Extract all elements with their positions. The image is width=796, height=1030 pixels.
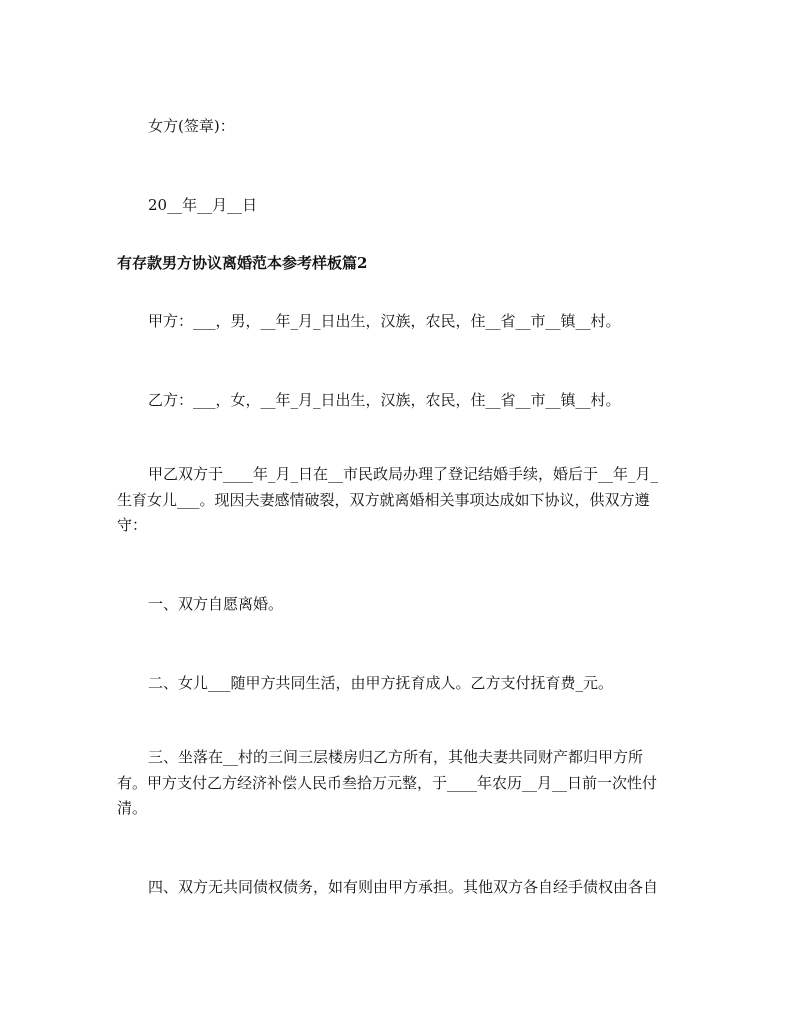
date-line: 20__年__月__日 — [148, 196, 258, 214]
preamble-line-1: 甲乙双方于____年_月_日在__市民政局办理了登记结婚手续，婚后于__年_月_ — [148, 465, 659, 483]
clause-2: 二、女儿___随甲方共同生活，由甲方抚育成人。乙方支付抚育费_元。 — [148, 674, 614, 692]
clause-3-line-2: 有。甲方支付乙方经济补偿人民币叁拾万元整，于____年农历__月__日前一次性付 — [117, 774, 658, 792]
clause-4: 四、双方无共同债权债务，如有则由甲方承担。其他双方各自经手债权由各自 — [148, 878, 659, 896]
party-b-line: 乙方：___，女，__年_月_日出生，汉族，农民，住__省__市__镇__村。 — [148, 391, 621, 409]
party-a-line: 甲方：___，男，__年_月_日出生，汉族，农民，住__省__市__镇__村。 — [148, 312, 621, 330]
female-signature-line: 女方(签章)： — [148, 117, 235, 135]
clause-1: 一、双方自愿离婚。 — [148, 595, 284, 613]
preamble-line-3: 守： — [117, 516, 148, 534]
clause-3-line-3: 清。 — [117, 799, 148, 817]
preamble-line-2: 生育女儿___。现因夫妻感情破裂，双方就离婚相关事项达成如下协议，供双方遵 — [117, 491, 650, 509]
section-title: 有存款男方协议离婚范本参考样板篇2 — [117, 254, 368, 272]
clause-3-line-1: 三、坐落在__村的三间三层楼房归乙方所有，其他夫妻共同财产都归甲方所 — [148, 748, 644, 766]
